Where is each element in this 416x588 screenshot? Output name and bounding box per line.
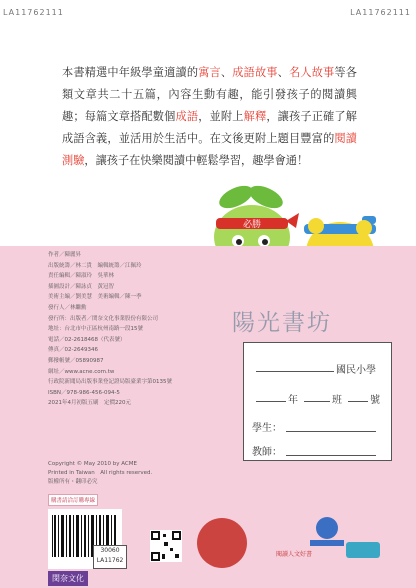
copyright-block <box>48 460 218 487</box>
intro-paragraph <box>62 62 357 172</box>
student-label: 學生： <box>252 423 282 434</box>
info-line: 出版統籌／林二貴 編輯統籌／江佩玲 <box>48 262 142 269</box>
intro-text: 、 <box>220 66 233 79</box>
info-line: 傳真／02-2649346 <box>48 347 98 354</box>
info-line: 發行所：出版者／閔奈文化事業股份有限公司 <box>48 315 159 322</box>
intro-text: 、 <box>277 66 290 79</box>
teacher-line <box>286 455 376 456</box>
school-suffix: 國民小學 <box>336 365 376 376</box>
award-seal-icon <box>197 518 247 568</box>
price-sub: LA11762 <box>96 557 124 564</box>
reading-logo-text: 閱讀人文好書 <box>276 551 313 558</box>
smink-logo-icon <box>302 514 352 548</box>
product-code-right: LA11762111 <box>350 8 411 17</box>
info-line: 責任編輯／陳淑玲 吳華林 <box>48 273 115 280</box>
highlight-idiom: 成語 <box>175 110 199 123</box>
intro-text: ，並附上 <box>198 110 244 123</box>
publication-info <box>48 250 228 409</box>
price-code: 30060 <box>100 547 120 554</box>
intro-text: 本書精選中年級學童適讀的 <box>62 66 199 79</box>
class-label: 班 <box>332 395 342 406</box>
culture-logo-icon <box>346 540 380 560</box>
copyright-line: Copyright © May 2010 by ACME <box>48 461 137 467</box>
info-line: 作者／陳麗昇 <box>48 252 82 258</box>
school-line <box>256 371 334 372</box>
copyright-line: 版權所有・翻印必究 <box>48 479 98 485</box>
price-box <box>93 545 127 569</box>
qr-code-icon <box>150 530 182 562</box>
order-tag: 購書請洽訂購專線 <box>48 494 98 506</box>
intro-text: ，讓孩子在快樂閱讀中輕鬆學習，趣學會通！ <box>84 154 309 167</box>
highlight-fable: 寓言 <box>198 66 221 79</box>
grade-label: 年 <box>288 395 298 406</box>
info-line: 郵撥帳號／05890987 <box>48 357 104 364</box>
info-line: 插圖設計／陳詠貞 黃冠智 <box>48 283 115 290</box>
owner-form <box>243 342 392 461</box>
class-line <box>304 401 330 402</box>
copyright-line: Printed in Taiwan All rights reserved. <box>48 470 153 476</box>
intro-text: 等各類文章共二十五篇，內容生動有趣，能引發孩子的閱讀興趣；每篇文章搭配數個 <box>62 66 357 123</box>
mascot-badge: 必勝 <box>242 220 262 230</box>
bookstore-stamp: 陽光書坊 <box>232 310 332 336</box>
highlight-celebrity-story: 名人故事 <box>289 66 335 79</box>
highlight-explanation: 解釋 <box>243 110 267 123</box>
number-label: 號 <box>370 395 380 406</box>
product-code-left: LA11762111 <box>3 8 64 17</box>
info-line: 2021年4月初版五刷 定價220元 <box>48 400 131 407</box>
info-line: 網址／www.acne.com.tw <box>48 368 115 375</box>
grade-line <box>256 401 286 402</box>
info-line: 美術主編／劉美慧 美術編輯／陳一季 <box>48 294 142 301</box>
publisher-logo: 閔奈文化 <box>48 571 88 586</box>
info-line: 發行人／林繼勳 <box>48 304 87 311</box>
info-line: 地址：台北市中正區杭州南路一段15號 <box>48 326 143 333</box>
number-line <box>348 401 368 402</box>
info-line: 電話／02-2618468（代表號） <box>48 336 126 343</box>
highlight-reading-test: 閱讀測驗 <box>62 132 357 167</box>
info-line: ISBN／978-986-456-094-5 <box>48 389 120 396</box>
info-line: 行政院新聞局出版事業登記證局版臺業字第0135號 <box>48 379 172 386</box>
teacher-label: 教師： <box>252 447 282 458</box>
intro-text: ，讓孩子正確了解成語含義，並活用於生活中。在文後更附上題目豐富的 <box>62 110 357 145</box>
student-line <box>286 431 376 432</box>
highlight-idiom-story: 成語故事 <box>232 66 278 79</box>
